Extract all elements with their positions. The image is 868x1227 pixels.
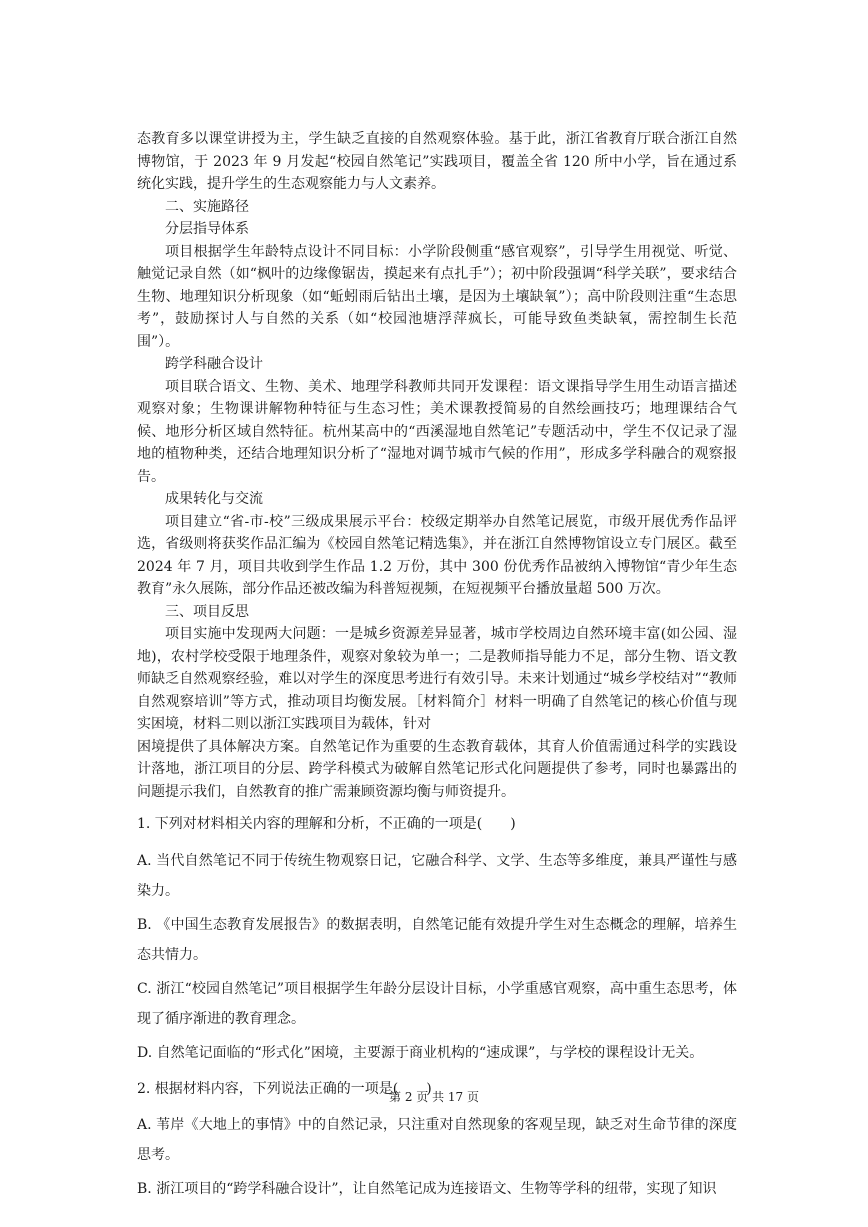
paragraph-tiered-guidance: 项目根据学生年龄特点设计不同目标：小学阶段侧重“感官观察”，引导学生用视觉、听觉、触觉记录自然（如“枫叶的边缘像锯齿，摸起来有点扎手”）；初中阶段强调“科学关联”，要求结合生物、地理知识分析现象（如“蚯蚓雨后钻出土壤，是因为土壤缺氧”）；高中阶段则注重“生态思考”，鼓励探讨人与自然的关系（如“校园池塘浮萍疯长，可能导致鱼类缺氧，需控制生长范围”）。 (137, 243, 737, 350)
paragraph-reflection: 项目实施中发现两大问题：一是城乡资源差异显著，城市学校周边自然环境丰富(如公园、湿地)，农村学校受限于地理条件，观察对象较为单一；二是教师指导能力不足，部分生物、语文教师缺乏自然观察经验，难以对学生的深度思考进行有效引导。未来计划通过“城乡学校结对”“教师自然观察培训”等方式，推动项目均衡发展。［材料简介］材料一明确了自然笔记的核心价值与现实困境，材料二则以浙江实践项目为载体，针对 (137, 626, 737, 732)
page-footer: 第 2 页 共 17 页 (389, 1090, 479, 1104)
question-1-option-b: B. 《中国生态教育发展报告》的数据表明，自然笔记能有效提升学生对生态概念的理解，培养生态共情力。 (137, 916, 737, 963)
paragraph-interdisciplinary: 项目联合语文、生物、美术、地理学科教师共同开发课程：语文课指导学生用生动语言描述观察对象；生物课讲解物种特征与生态习性；美术课教授简易的自然绘画技巧；地理课结合气候、地形分析区域自然特征。杭州某高中的“西溪湿地自然笔记”专题活动中，学生不仅记录了湿地的植物种类，还结合地理知识分析了“湿地对调节城市气候的作用”，形成多学科融合的观察报告。 (137, 378, 737, 485)
question-2-option-a: A. 苇岸《大地上的事情》中的自然记录，只注重对自然现象的客观呈现，缺乏对生命节律的深度思考。 (137, 1117, 737, 1163)
paragraph-intro: 态教育多以课堂讲授为主，学生缺乏直接的自然观察体验。基于此，浙江省教育厅联合浙江自然博物馆，于 2023 年 9 月发起“校园自然笔记”实践项目，覆盖全省 120 所中小学，旨在通过系统化实践，提升学生的生态观察能力与人文素养。 (137, 131, 737, 192)
question-1-stem: 1. 下列对材料相关内容的理解和分析，不正确的一项是( ) (137, 816, 516, 832)
page-content (137, 128, 737, 1204)
paragraph-summary: 困境提供了具体解决方案。自然笔记作为重要的生态教育载体，其育人价值需通过科学的实践设计落地，浙江项目的分层、跨学科模式为破解自然笔记形式化问题提供了参考，同时也暴露出的问题提示我们，自然教育的推广需兼顾资源均衡与师资提升。 (137, 738, 737, 800)
subheading-tiered-guidance: 分层指导体系 (165, 221, 249, 237)
question-1-option-c: C. 浙江“校园自然笔记”项目根据学生年龄分层设计目标，小学重感官观察，高中重生态思考，体现了循序渐进的教育理念。 (137, 980, 737, 1027)
subheading-interdisciplinary: 跨学科融合设计 (165, 356, 263, 372)
section-heading-implementation: 二、实施路径 (165, 198, 249, 215)
paragraph-results: 项目建立“省-市-校”三级成果展示平台：校级定期举办自然笔记展览，市级开展优秀作品评选，省级则将获奖作品汇编为《校园自然笔记精选集》，并在浙江自然博物馆设立专门展区。截至 2024 年 7 月，项目共收到学生作品 1.2 万份，其中 300 份优秀作品被纳入博物馆“青少年生态教育”永久展陈，部分作品还被改编为科普短视频，在短视频平台播放量超 500 万次。 (137, 513, 737, 597)
subheading-results: 成果转化与交流 (165, 491, 263, 507)
question-1-option-d: D. 自然笔记面临的“形式化”困境，主要源于商业机构的“速成课”，与学校的课程设计无关。 (137, 1044, 704, 1061)
question-1-option-a: A. 当代自然笔记不同于传统生物观察日记，它融合科学、文学、生态等多维度，兼具严谨性与感染力。 (137, 852, 737, 899)
question-2-option-b: B. 浙江项目的“跨学科融合设计”，让自然笔记成为连接语文、生物等学科的纽带，实现了知识 (137, 1181, 717, 1197)
section-heading-reflection: 三、项目反思 (165, 603, 249, 620)
question-2-stem: 2. 根据材料内容，下列说法正确的一项是( ) (137, 1080, 432, 1097)
